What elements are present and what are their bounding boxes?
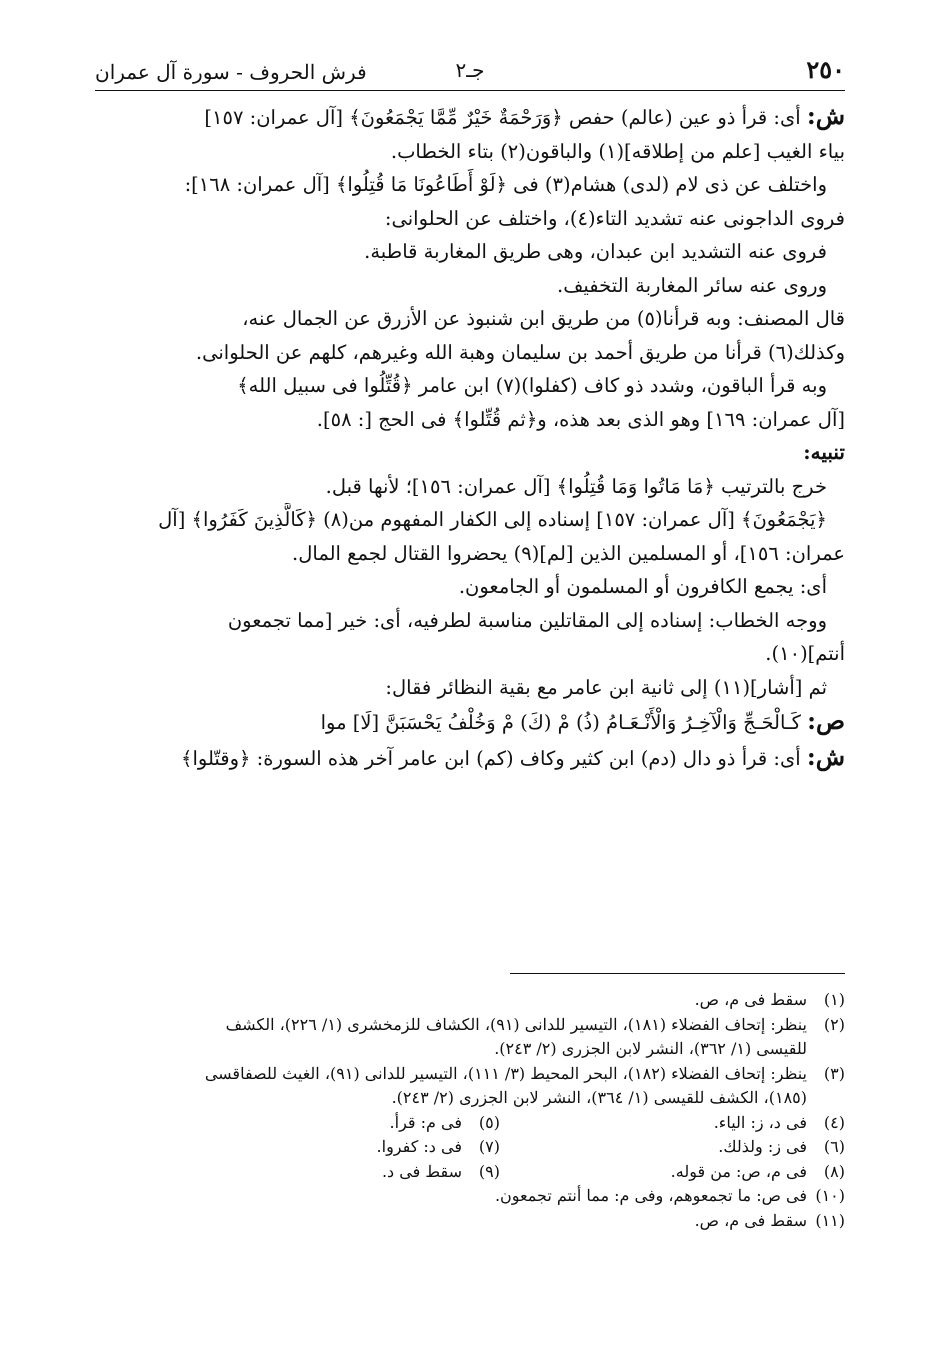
verse-label: ص: bbox=[807, 706, 845, 735]
book-page bbox=[95, 50, 845, 775]
footnote: (١٠)فى ص: ما تجمعوهم، وفى م: مما أنتم تجمعون. bbox=[494, 1186, 845, 1205]
footnote: (١١)سقط فى م، ص. bbox=[694, 1210, 845, 1230]
main-text bbox=[95, 99, 845, 775]
paragraph-line: [آل عمران: ١٦٩] وهو الذى بعد هذه، و﴿ثم قُتِّلوا﴾ فى الحج [: ٥٨]. bbox=[316, 407, 845, 431]
footnote: (٦)فى ز: ولذلك. bbox=[718, 1137, 845, 1156]
running-header bbox=[95, 50, 845, 91]
section-heading: تنبيه: bbox=[803, 440, 845, 464]
paragraph-line: ﴿يَجْمَعُونَ﴾ [آل عمران: ١٥٧] إسناده إلى الكفار المفهوم من(٨) ﴿كَالَّذِينَ كَفَرُوا﴾ [آل bbox=[158, 508, 827, 531]
footnotes bbox=[100, 988, 845, 1233]
paragraph-line: واختلف عن ذى لام (لدى) هشام(٣) فى ﴿لَوْ أَطَاعُونَا مَا قُتِلُوا﴾ [آل عمران: ١٦٨]: bbox=[184, 173, 827, 196]
paragraph-line: فروى عنه التشديد ابن عبدان، وهى طريق المغاربة قاطبة. bbox=[364, 240, 827, 263]
paragraph-line: فروى الداجونى عنه تشديد التاء(٤)، واختلف عن الحلوانى: bbox=[384, 206, 845, 230]
verse-line bbox=[95, 704, 845, 740]
volume-label: جـ٢ bbox=[455, 58, 485, 82]
footnote: (٣)ينظر: إتحاف الفضلاء (١٨٢)، البحر المحيط (٣/ ١١١)، التيسير للدانى (٩١)، الغيث للصفاقسى bbox=[204, 1063, 845, 1083]
paragraph-line: ش: أى: قرأ ذو عين (عالم) حفص ﴿وَرَحْمَةٌ خَيْرٌ مِّمَّا يَجْمَعُونَ﴾ [آل عمران: ١٥٧] bbox=[204, 101, 845, 130]
footnote: (٤)فى د، ز: الياء. bbox=[713, 1112, 845, 1132]
paragraph-line: وكذلك(٦) قرأنا من طريق أحمد بن سليمان وهبة الله وغيرهم، كلهم عن الحلوانى. bbox=[195, 340, 845, 364]
page-number: ٢٥٠ bbox=[806, 55, 845, 84]
footnote-pair bbox=[100, 1111, 845, 1136]
footnote: (٩)سقط فى د. bbox=[381, 1161, 500, 1181]
footnote-continuation: (١٨٥)، الكشف للقيسى (١/ ٣٦٤)، النشر لابن الجزرى (٢/ ٢٤٣). bbox=[391, 1088, 807, 1107]
footnote: (٨)فى م، ص: من قوله. bbox=[670, 1161, 845, 1181]
paragraph-line: بياء الغيب [علم من إطلاقه](١) والباقون(٢) بتاء الخطاب. bbox=[390, 139, 845, 163]
footnote-pair bbox=[100, 1160, 845, 1185]
paragraph-line: أنتم](١٠). bbox=[765, 642, 845, 665]
paragraph-line: ووجه الخطاب: إسناده إلى المقاتلين مناسبة لطرفيه، أى: خير [مما تجمعون bbox=[227, 608, 827, 632]
poem-verse: كَـالْحَـجِّ وَالْآخِـرُ وَالْأَنْـعَـامُ (ذُ) مْ (كَ) مْ وَخُلْفُ يَحْسَبَنَّ [لَا] موا bbox=[320, 711, 801, 734]
paragraph-line: ش: أى: قرأ ذو دال (دم) ابن كثير وكاف (كم) ابن عامر آخر هذه السورة: ﴿وقتّلوا﴾ bbox=[181, 741, 845, 771]
footnote: (١)سقط فى م، ص. bbox=[694, 990, 845, 1009]
sharh-label: ش: bbox=[806, 741, 845, 771]
sharh-label: ش: bbox=[806, 101, 845, 130]
paragraph-line: ثم [أشار](١١) إلى ثانية ابن عامر مع بقية النظائر فقال: bbox=[385, 675, 827, 699]
footnote: (٧)فى د: كفروا. bbox=[376, 1137, 500, 1156]
paragraph-line: عمران: ١٥٦]، أو المسلمين الذين [لم](٩) يحضروا القتال لجمع المال. bbox=[292, 541, 845, 565]
footnote: (٢)ينظر: إتحاف الفضلاء (١٨١)، التيسير للدانى (٩١)، الكشاف للزمخشرى (١/ ٢٢٦)، الكشف bbox=[225, 1014, 845, 1034]
paragraph-line: وبه قرأ الباقون، وشدد ذو كاف (كفلوا)(٧) ابن عامر ﴿قُتِّلُوا فى سبيل الله﴾ bbox=[237, 374, 827, 397]
paragraph-line: أى: يجمع الكافرون أو المسلمون أو الجامعون. bbox=[458, 575, 827, 598]
footnote-separator bbox=[510, 973, 845, 974]
chapter-title: فرش الحروف - سورة آل عمران bbox=[95, 60, 367, 84]
footnote-pair bbox=[100, 1135, 845, 1160]
paragraph-line: قال المصنف: وبه قرأنا(٥) من طريق ابن شنبوذ عن الأزرق عن الجمال عنه، bbox=[242, 307, 845, 330]
footnote: (٥)فى م: قرأ. bbox=[389, 1112, 500, 1132]
paragraph-line: وروى عنه سائر المغاربة التخفيف. bbox=[557, 273, 827, 297]
footnote-continuation: للقيسى (١/ ٣٦٢)، النشر لابن الجزرى (٢/ ٢٤٣). bbox=[494, 1039, 807, 1058]
paragraph-line: خرج بالترتيب ﴿مَا مَاتُوا وَمَا قُتِلُوا﴾ [آل عمران: ١٥٦]؛ لأنها قبل. bbox=[325, 474, 827, 498]
